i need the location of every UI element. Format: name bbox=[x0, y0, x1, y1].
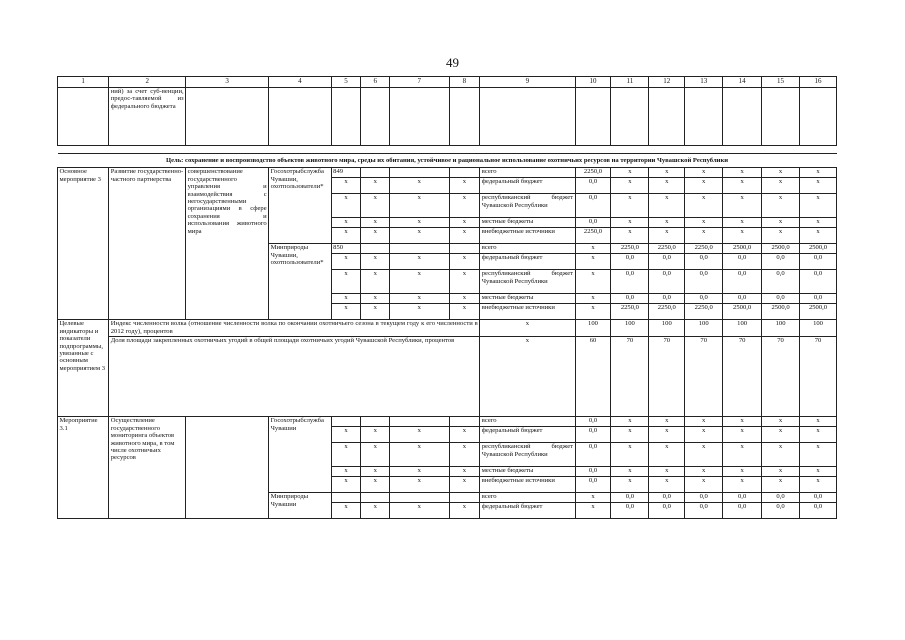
table-cell bbox=[575, 88, 611, 146]
code-cell: 850 bbox=[331, 244, 361, 254]
table-cell bbox=[390, 168, 449, 178]
x-cell: x bbox=[390, 427, 449, 443]
source-vsego: всего bbox=[480, 493, 575, 503]
source-vsego: всего bbox=[480, 244, 575, 254]
indicator-value: 70 bbox=[685, 337, 723, 417]
value-cell: x bbox=[762, 417, 800, 427]
value-cell: 2500,0 bbox=[762, 304, 800, 320]
executor-cell: Госохотрыбслужба Чувашии bbox=[269, 417, 332, 493]
header-row bbox=[58, 77, 837, 88]
x-cell: x bbox=[449, 467, 480, 477]
x-cell: x bbox=[361, 503, 390, 519]
goal-text: Цель: сохранение и воспроизводство объектов животного мира, среды их обитания, устойчивое и рациональное использование охотничьих ресурсов на территории Чувашской Республики bbox=[58, 154, 837, 168]
measure-goal: совершенствование государственного управления и взаимодействия с негосударственными организациями в сфере сохранения и использования животного мира bbox=[186, 168, 269, 320]
value-cell: 0,0 bbox=[762, 503, 800, 519]
value-cell: x bbox=[611, 168, 649, 178]
value-cell: x bbox=[762, 427, 800, 443]
value-cell: 2500,0 bbox=[800, 304, 837, 320]
value-cell: 0,0 bbox=[723, 503, 762, 519]
value-cell: x bbox=[723, 443, 762, 467]
code-cell bbox=[331, 493, 361, 503]
indicator-2: Доля площади закрепленных охотничьих угодий в общей площади охотничьих угодий Чувашской Республики, процентов bbox=[109, 337, 480, 417]
value-cell: x bbox=[762, 168, 800, 178]
value-cell: 0,0 bbox=[575, 467, 611, 477]
table-cell bbox=[361, 168, 390, 178]
value-cell: x bbox=[649, 194, 685, 218]
value-cell: x bbox=[575, 493, 611, 503]
measure-type: Основное мероприятие 3 bbox=[58, 168, 109, 320]
source-federal: федеральный бюджет bbox=[480, 427, 575, 443]
executor-cell: Минприроды Чувашии, охотпользователи* bbox=[269, 244, 332, 320]
x-cell: x bbox=[390, 304, 449, 320]
value-cell: 0,0 bbox=[723, 493, 762, 503]
value-cell: 2500,0 bbox=[800, 244, 837, 254]
value-cell: 0,0 bbox=[685, 294, 723, 304]
value-cell: x bbox=[611, 228, 649, 244]
indicator-value: 100 bbox=[611, 320, 649, 337]
value-cell: x bbox=[800, 194, 837, 218]
value-cell: 0,0 bbox=[649, 503, 685, 519]
value-cell: x bbox=[800, 427, 837, 443]
value-cell: x bbox=[762, 228, 800, 244]
x-cell: x bbox=[449, 443, 480, 467]
x-cell: x bbox=[361, 294, 390, 304]
x-cell: x bbox=[331, 270, 361, 294]
indicator-value: 70 bbox=[800, 337, 837, 417]
value-cell: x bbox=[649, 477, 685, 493]
x-cell: x bbox=[390, 194, 449, 218]
value-cell: 2500,0 bbox=[723, 244, 762, 254]
value-cell: x bbox=[649, 417, 685, 427]
x-cell: x bbox=[390, 477, 449, 493]
table-cell bbox=[449, 168, 480, 178]
x-cell: x bbox=[361, 427, 390, 443]
indicator-value: 70 bbox=[649, 337, 685, 417]
x-cell: x bbox=[390, 443, 449, 467]
source-vsego: всего bbox=[480, 168, 575, 178]
value-cell: 0,0 bbox=[611, 254, 649, 270]
value-cell: x bbox=[649, 228, 685, 244]
x-cell: x bbox=[449, 427, 480, 443]
value-cell: 2250,0 bbox=[649, 304, 685, 320]
value-cell: x bbox=[611, 417, 649, 427]
x-cell: x bbox=[331, 304, 361, 320]
code-cell: 849 bbox=[331, 168, 361, 178]
value-cell: 2250,0 bbox=[611, 304, 649, 320]
x-cell: x bbox=[390, 218, 449, 228]
value-cell: x bbox=[611, 178, 649, 194]
table-cell bbox=[685, 88, 723, 146]
x-cell: x bbox=[331, 467, 361, 477]
table-cell bbox=[449, 244, 480, 254]
x-cell: x bbox=[449, 270, 480, 294]
value-cell: x bbox=[762, 218, 800, 228]
measure-name: Осуществление государственного мониторинга объектов животного мира, в том числе охотничьих ресурсов bbox=[109, 417, 186, 519]
spacer bbox=[58, 146, 837, 154]
value-cell: x bbox=[649, 218, 685, 228]
x-cell: x bbox=[331, 503, 361, 519]
value-cell: x bbox=[800, 477, 837, 493]
indicator-value: 100 bbox=[575, 320, 611, 337]
value-cell: x bbox=[575, 254, 611, 270]
indicator-row-1 bbox=[58, 320, 837, 337]
value-cell: x bbox=[762, 477, 800, 493]
value-cell: 2250,0 bbox=[685, 304, 723, 320]
value-cell: 2250,0 bbox=[611, 244, 649, 254]
indicator-1: Индекс численности волка (отношение численности волка по окончании охотничьего сезона в текущем году к его численности в 2012 году), процентов bbox=[109, 320, 480, 337]
x-cell: x bbox=[331, 427, 361, 443]
value-cell: 0,0 bbox=[611, 270, 649, 294]
value-cell: x bbox=[575, 244, 611, 254]
x-cell: x bbox=[331, 218, 361, 228]
value-cell: x bbox=[685, 218, 723, 228]
value-cell: x bbox=[685, 467, 723, 477]
table-cell bbox=[361, 244, 390, 254]
value-cell: 0,0 bbox=[800, 270, 837, 294]
value-cell: x bbox=[723, 477, 762, 493]
indicator-value: 70 bbox=[611, 337, 649, 417]
source-extra: внебюджетные источники bbox=[480, 304, 575, 320]
column-number: 10 bbox=[575, 77, 611, 88]
value-cell: x bbox=[685, 168, 723, 178]
indicator-value: 70 bbox=[762, 337, 800, 417]
value-cell: 0,0 bbox=[723, 270, 762, 294]
continuation-row bbox=[58, 88, 837, 146]
value-cell: x bbox=[685, 443, 723, 467]
page-number: 49 bbox=[446, 55, 459, 70]
value-cell: 0,0 bbox=[800, 254, 837, 270]
indicator-value: 100 bbox=[685, 320, 723, 337]
value-cell: x bbox=[800, 467, 837, 477]
table-cell bbox=[449, 417, 480, 427]
x-cell: x bbox=[449, 304, 480, 320]
value-cell: 0,0 bbox=[575, 417, 611, 427]
table-cell bbox=[390, 417, 449, 427]
x-cell: x bbox=[449, 228, 480, 244]
column-number: 5 bbox=[331, 77, 361, 88]
value-cell: x bbox=[800, 168, 837, 178]
table-cell bbox=[723, 88, 762, 146]
x-cell: x bbox=[331, 443, 361, 467]
value-cell: x bbox=[800, 178, 837, 194]
table-cell bbox=[762, 88, 800, 146]
x-cell: x bbox=[390, 228, 449, 244]
budget-table bbox=[57, 76, 837, 519]
indicator-value: 60 bbox=[575, 337, 611, 417]
x-cell: x bbox=[361, 443, 390, 467]
value-cell: 0,0 bbox=[762, 270, 800, 294]
source-federal: федеральный бюджет bbox=[480, 254, 575, 270]
value-cell: x bbox=[762, 467, 800, 477]
column-number: 9 bbox=[480, 77, 575, 88]
table-cell bbox=[58, 88, 109, 146]
value-cell: x bbox=[649, 467, 685, 477]
value-cell: 0,0 bbox=[685, 270, 723, 294]
column-number: 12 bbox=[649, 77, 685, 88]
x-cell: x bbox=[361, 194, 390, 218]
x-cell: x bbox=[331, 477, 361, 493]
value-cell: 0,0 bbox=[723, 254, 762, 270]
value-cell: x bbox=[611, 218, 649, 228]
value-cell: x bbox=[685, 178, 723, 194]
x-cell: x bbox=[331, 194, 361, 218]
x-cell: x bbox=[390, 294, 449, 304]
value-cell: x bbox=[762, 443, 800, 467]
column-number: 14 bbox=[723, 77, 762, 88]
value-cell: 2250,0 bbox=[575, 168, 611, 178]
x-cell: x bbox=[390, 503, 449, 519]
value-cell: 0,0 bbox=[611, 294, 649, 304]
table-cell bbox=[800, 88, 837, 146]
value-cell: 0,0 bbox=[611, 493, 649, 503]
executor-cell: Госохотрыбслужба Чувашии, охотпользователи* bbox=[269, 168, 332, 244]
value-cell: 0,0 bbox=[762, 254, 800, 270]
value-cell: 2500,0 bbox=[762, 244, 800, 254]
x-cell: x bbox=[331, 178, 361, 194]
value-cell: x bbox=[685, 228, 723, 244]
value-cell: 2250,0 bbox=[575, 228, 611, 244]
value-cell: 0,0 bbox=[762, 493, 800, 503]
value-cell: x bbox=[685, 194, 723, 218]
column-number: 3 bbox=[186, 77, 269, 88]
table-cell bbox=[186, 88, 269, 146]
value-cell: x bbox=[723, 168, 762, 178]
value-cell: x bbox=[575, 270, 611, 294]
indicator-row-2 bbox=[58, 337, 837, 417]
x-cell: x bbox=[449, 194, 480, 218]
value-cell: x bbox=[611, 467, 649, 477]
x-cell: x bbox=[361, 254, 390, 270]
column-number: 16 bbox=[800, 77, 837, 88]
measure-goal bbox=[186, 417, 269, 519]
source-extra: внебюджетные источники bbox=[480, 477, 575, 493]
value-cell: x bbox=[800, 228, 837, 244]
table-cell bbox=[649, 88, 685, 146]
x-cell: x bbox=[361, 178, 390, 194]
value-cell: 0,0 bbox=[649, 270, 685, 294]
column-number: 2 bbox=[109, 77, 186, 88]
value-cell: 2250,0 bbox=[685, 244, 723, 254]
table-cell bbox=[390, 88, 449, 146]
source-vsego: всего bbox=[480, 417, 575, 427]
source-local: местные бюджеты bbox=[480, 218, 575, 228]
value-cell: 0,0 bbox=[611, 503, 649, 519]
source-republic: республиканский бюджет Чувашской Республики bbox=[480, 270, 575, 294]
column-number: 1 bbox=[58, 77, 109, 88]
indicator-value: x bbox=[480, 337, 575, 417]
table-cell bbox=[269, 88, 332, 146]
value-cell: 0,0 bbox=[649, 493, 685, 503]
table-cell bbox=[611, 88, 649, 146]
value-cell: x bbox=[723, 467, 762, 477]
x-cell: x bbox=[449, 254, 480, 270]
value-cell: 0,0 bbox=[575, 443, 611, 467]
value-cell: x bbox=[685, 417, 723, 427]
x-cell: x bbox=[361, 270, 390, 294]
value-cell: x bbox=[611, 443, 649, 467]
value-cell: 2500,0 bbox=[723, 304, 762, 320]
indicator-value: 70 bbox=[723, 337, 762, 417]
value-cell: 0,0 bbox=[685, 493, 723, 503]
source-extra: внебюджетные источники bbox=[480, 228, 575, 244]
source-local: местные бюджеты bbox=[480, 467, 575, 477]
table-cell bbox=[480, 88, 575, 146]
value-cell: 0,0 bbox=[575, 477, 611, 493]
value-cell: 0,0 bbox=[685, 503, 723, 519]
table-cell bbox=[390, 493, 449, 503]
column-number: 7 bbox=[390, 77, 449, 88]
x-cell: x bbox=[331, 294, 361, 304]
x-cell: x bbox=[449, 218, 480, 228]
indicators-label: Целевые индикаторы и показатели подпрограммы, увязанные с основным мероприятием 3 bbox=[58, 320, 109, 417]
value-cell: x bbox=[723, 218, 762, 228]
table-cell bbox=[449, 88, 480, 146]
value-cell: 0,0 bbox=[575, 178, 611, 194]
x-cell: x bbox=[449, 503, 480, 519]
value-cell: 0,0 bbox=[649, 254, 685, 270]
x-cell: x bbox=[390, 467, 449, 477]
table-cell bbox=[361, 493, 390, 503]
x-cell: x bbox=[390, 270, 449, 294]
x-cell: x bbox=[449, 178, 480, 194]
om3-b1-row-vsego bbox=[58, 168, 837, 178]
value-cell: x bbox=[575, 294, 611, 304]
value-cell: x bbox=[723, 228, 762, 244]
value-cell: 2250,0 bbox=[649, 244, 685, 254]
column-number: 6 bbox=[361, 77, 390, 88]
column-number: 15 bbox=[762, 77, 800, 88]
value-cell: 0,0 bbox=[800, 503, 837, 519]
value-cell: 0,0 bbox=[723, 294, 762, 304]
value-cell: 0,0 bbox=[762, 294, 800, 304]
gap-row bbox=[58, 146, 837, 154]
x-cell: x bbox=[331, 228, 361, 244]
value-cell: x bbox=[611, 477, 649, 493]
value-cell: 0,0 bbox=[575, 427, 611, 443]
source-federal: федеральный бюджет bbox=[480, 178, 575, 194]
value-cell: x bbox=[800, 417, 837, 427]
table-cell bbox=[390, 244, 449, 254]
m31-b1-row-vsego bbox=[58, 417, 837, 427]
table-cell bbox=[449, 493, 480, 503]
value-cell: x bbox=[723, 178, 762, 194]
x-cell: x bbox=[361, 467, 390, 477]
measure-name: Развитие государственно-частного партнерства bbox=[109, 168, 186, 320]
value-cell: x bbox=[649, 443, 685, 467]
value-cell: 0,0 bbox=[800, 493, 837, 503]
x-cell: x bbox=[361, 304, 390, 320]
source-local: местные бюджеты bbox=[480, 294, 575, 304]
source-republic: республиканский бюджет Чувашской Республики bbox=[480, 194, 575, 218]
value-cell: x bbox=[762, 178, 800, 194]
executor-cell: Минприроды Чувашии bbox=[269, 493, 332, 519]
column-number: 13 bbox=[685, 77, 723, 88]
value-cell: x bbox=[762, 194, 800, 218]
x-cell: x bbox=[449, 477, 480, 493]
value-cell: x bbox=[611, 194, 649, 218]
value-cell: x bbox=[649, 168, 685, 178]
value-cell: 0,0 bbox=[649, 294, 685, 304]
column-number: 8 bbox=[449, 77, 480, 88]
value-cell: 0,0 bbox=[800, 294, 837, 304]
source-republic: республиканский бюджет Чувашской Республики bbox=[480, 443, 575, 467]
code-cell bbox=[331, 417, 361, 427]
value-cell: x bbox=[611, 427, 649, 443]
column-number: 11 bbox=[611, 77, 649, 88]
goal-row bbox=[58, 154, 837, 168]
x-cell: x bbox=[449, 294, 480, 304]
value-cell: x bbox=[800, 218, 837, 228]
value-cell: 0,0 bbox=[575, 194, 611, 218]
value-cell: 0,0 bbox=[575, 218, 611, 228]
indicator-value: 100 bbox=[800, 320, 837, 337]
indicator-value: 100 bbox=[649, 320, 685, 337]
table-cell bbox=[331, 88, 361, 146]
continuation-text: ний) за счет суб-венции, предос-тавляемой из федерального бюджета bbox=[109, 88, 186, 146]
value-cell: x bbox=[685, 427, 723, 443]
x-cell: x bbox=[361, 218, 390, 228]
table-cell bbox=[361, 88, 390, 146]
value-cell: x bbox=[723, 194, 762, 218]
x-cell: x bbox=[331, 254, 361, 270]
value-cell: x bbox=[685, 477, 723, 493]
value-cell: x bbox=[575, 304, 611, 320]
value-cell: x bbox=[649, 178, 685, 194]
x-cell: x bbox=[361, 228, 390, 244]
x-cell: x bbox=[390, 254, 449, 270]
value-cell: x bbox=[723, 427, 762, 443]
value-cell: x bbox=[649, 427, 685, 443]
value-cell: 0,0 bbox=[685, 254, 723, 270]
x-cell: x bbox=[390, 178, 449, 194]
indicator-value: 100 bbox=[762, 320, 800, 337]
indicator-value: 100 bbox=[723, 320, 762, 337]
value-cell: x bbox=[800, 443, 837, 467]
value-cell: x bbox=[575, 503, 611, 519]
value-cell: x bbox=[723, 417, 762, 427]
column-number: 4 bbox=[269, 77, 332, 88]
table-cell bbox=[361, 417, 390, 427]
indicator-value: x bbox=[480, 320, 575, 337]
measure-type: Мероприятие 3.1 bbox=[58, 417, 109, 519]
source-federal: федеральный бюджет bbox=[480, 503, 575, 519]
x-cell: x bbox=[361, 477, 390, 493]
